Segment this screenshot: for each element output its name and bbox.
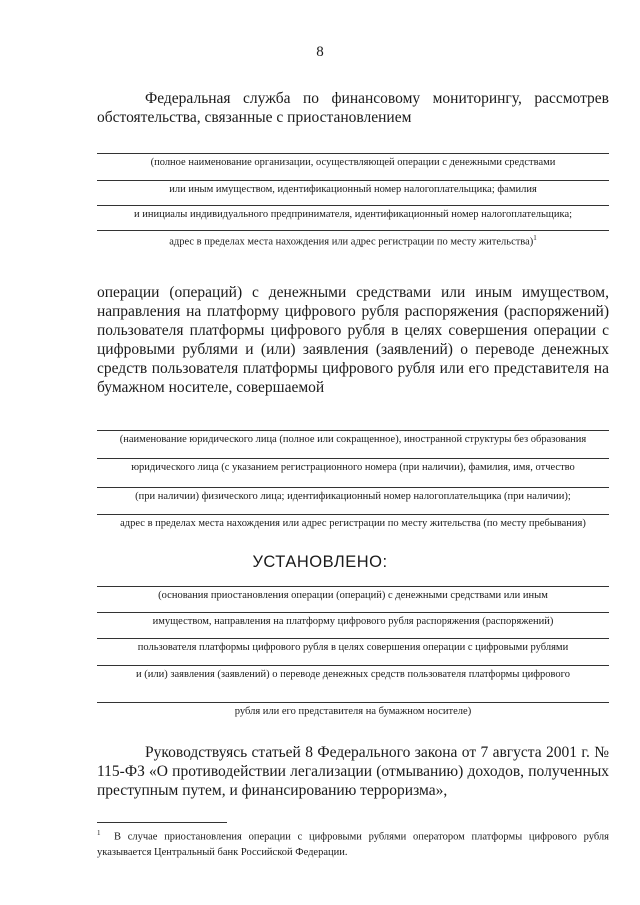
- footnote-reference: 1: [533, 234, 537, 242]
- fill-line: [97, 612, 609, 613]
- field-caption: адрес в пределах места нахождения или адрес регистрации по месту жительства (по месту пребывания): [120, 518, 586, 529]
- footnote-marker: 1: [97, 829, 101, 837]
- fill-line: [97, 430, 609, 431]
- intro-paragraph: Федеральная служба по финансовому мониторингу, рассмотрев обстоятельства, связанные с приостановлением: [97, 90, 609, 126]
- footnote-text: В случае приостановления операции с цифровыми рублями оператором платформы цифрового рубля указывается Центральный банк Российской Федерации.: [97, 831, 610, 858]
- fill-line: [97, 638, 609, 639]
- section-heading: УСТАНОВЛЕНО:: [252, 553, 388, 571]
- field-caption: (при наличии) физического лица; идентификационный номер налогоплательщика (при наличии);: [135, 491, 571, 502]
- legal-basis-paragraph: Руководствуясь статьей 8 Федерального закона от 7 августа 2001 г. № 115-ФЗ «О противодействии легализации (отмыванию) доходов, полученных преступным путем, и финансированию терроризма»,: [97, 744, 609, 799]
- fill-line: [97, 180, 609, 181]
- fill-line: [97, 702, 609, 703]
- fill-line: [97, 205, 609, 206]
- field-caption: (наименование юридического лица (полное или сокращенное), иностранной структуры без образования: [119, 434, 587, 445]
- field-caption: (полное наименование организации, осуществляющей операции с денежными средствами: [150, 157, 556, 168]
- field-caption: (основания приостановления операции (операций) с денежными средствами или иным: [158, 590, 548, 601]
- fill-line: [97, 458, 609, 459]
- field-caption: рубля или его представителя на бумажном носителе): [234, 706, 472, 717]
- fill-line: [97, 230, 609, 231]
- field-caption: пользователя платформы цифрового рубля в целях совершения операции с цифровыми рублями: [137, 642, 569, 653]
- field-caption: и (или) заявления (заявлений) о переводе денежных средств пользователя платформы цифрового: [136, 669, 570, 680]
- fill-line: [97, 586, 609, 587]
- field-caption: [97, 234, 609, 248]
- fill-line: [97, 514, 609, 515]
- field-caption: и инициалы индивидуального предпринимателя, идентификационный номер налогоплательщика;: [133, 209, 573, 220]
- fill-line: [97, 153, 609, 154]
- footnote: [97, 826, 609, 860]
- field-caption-text: адрес в пределах места нахождения или адрес регистрации по месту жительства): [169, 236, 534, 248]
- page-number: 8: [316, 44, 324, 60]
- field-caption: или иным имуществом, идентификационный номер налогоплательщика; фамилия: [169, 184, 537, 195]
- fill-line: [97, 665, 609, 666]
- footnote-separator: [97, 822, 227, 823]
- field-caption: юридического лица (с указанием регистрационного номера (при наличии), фамилия, имя, отчество: [131, 462, 575, 473]
- operations-paragraph: операции (операций) с денежными средствами или иным имуществом, направления на платформу цифрового рубля распоряжения (распоряжений) пользователя платформы цифрового рубля в целях совершения операции с цифровыми рублями и (или) заявления (заявлений) о переводе денежных средств пользователя платформы цифрового рубля или его представителя на бумажном носителе, совершаемой: [97, 284, 609, 396]
- fill-line: [97, 487, 609, 488]
- field-caption: имуществом, направления на платформу цифрового рубля распоряжения (распоряжений): [152, 616, 554, 627]
